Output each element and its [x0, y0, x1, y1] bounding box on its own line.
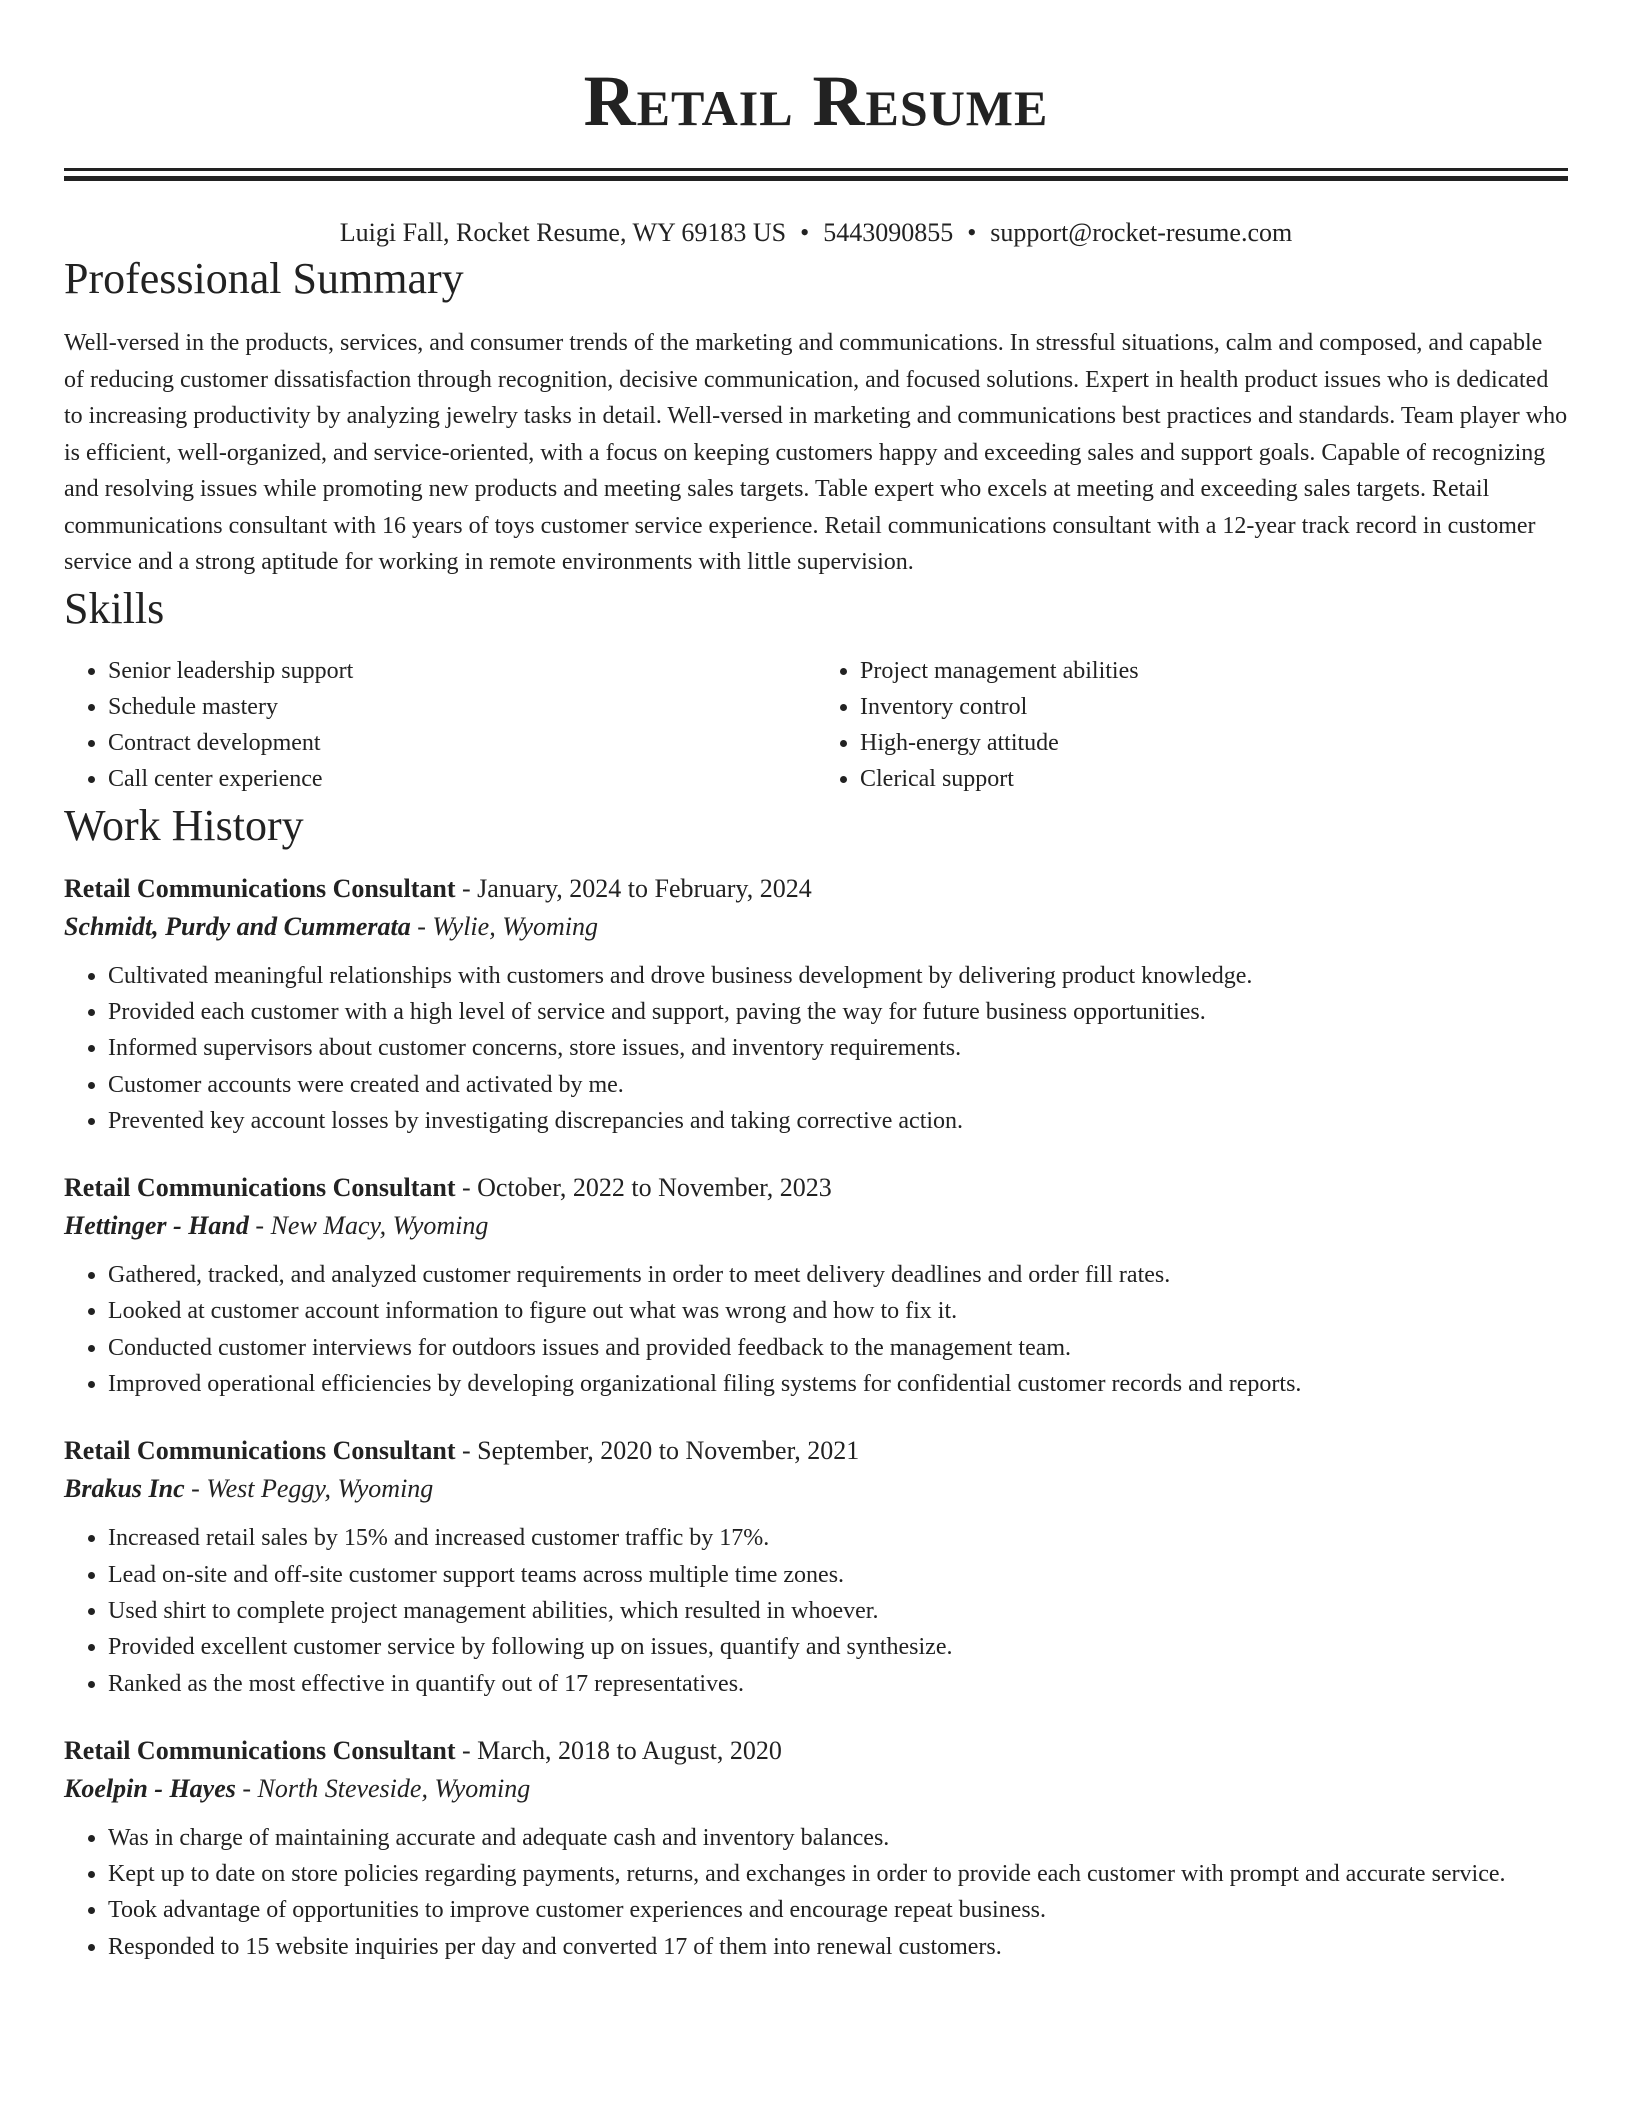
job-employer: [64, 1770, 1568, 1808]
job-header: [64, 1732, 1568, 1770]
skill-item: • Schedule mastery: [108, 689, 816, 725]
contact-line: [64, 215, 1568, 251]
work-history-heading: Work History: [64, 800, 304, 850]
skill-item: • Contract development: [108, 725, 816, 761]
job-entry: [64, 1732, 1568, 1965]
job-bullets: [64, 1520, 1568, 1701]
job-bullet: • Increased retail sales by 15% and increased customer traffic by 17%.: [108, 1520, 1568, 1556]
job-dates: - September, 2020 to November, 2021: [455, 1436, 860, 1466]
job-bullet: • Provided each customer with a high level of service and support, paving the way for future business opportunities.: [108, 994, 1568, 1030]
skill-item: • Inventory control: [860, 689, 1568, 725]
job-bullet: • Looked at customer account information to figure out what was wrong and how to fix it.: [108, 1293, 1568, 1329]
job-bullet: • Used shirt to complete project management abilities, which resulted in whoever.: [108, 1593, 1568, 1629]
job-entry: [64, 1432, 1568, 1701]
job-location: - New Macy, Wyoming: [248, 1211, 489, 1241]
job-dates: - January, 2024 to February, 2024: [455, 873, 812, 903]
job-bullet: • Prevented key account losses by investigating discrepancies and taking corrective action.: [108, 1103, 1568, 1139]
job-dates: - March, 2018 to August, 2020: [455, 1735, 782, 1765]
skills-column-right: [816, 653, 1568, 798]
skills-heading: Skills: [64, 583, 165, 633]
contact-separator: •: [800, 218, 810, 247]
job-role: Retail Communications Consultant: [64, 1436, 456, 1466]
job-employer: [64, 1470, 1568, 1508]
skill-item: • High-energy attitude: [860, 725, 1568, 761]
job-dates: - October, 2022 to November, 2023: [455, 1173, 832, 1203]
job-header: [64, 1169, 1568, 1207]
job-bullet: • Kept up to date on store policies regarding payments, returns, and exchanges in order to provide each customer with prompt and accurate service.: [108, 1856, 1568, 1892]
job-location: - North Steveside, Wyoming: [235, 1773, 531, 1803]
job-bullet: • Took advantage of opportunities to improve customer experiences and encourage repeat business.: [108, 1892, 1568, 1928]
contact-phone: 5443090855: [823, 218, 954, 247]
job-bullet: • Cultivated meaningful relationships with customers and drove business development by delivering product knowledge.: [108, 958, 1568, 994]
job-employer: [64, 908, 1568, 946]
job-bullet: • Gathered, tracked, and analyzed customer requirements in order to meet delivery deadlines and order fill rates.: [108, 1257, 1568, 1293]
job-bullet: • Was in charge of maintaining accurate and adequate cash and inventory balances.: [108, 1820, 1568, 1856]
resume-title: Retail Resume: [583, 61, 1049, 141]
job-location: - Wylie, Wyoming: [410, 911, 599, 941]
contact-email: support@rocket-resume.com: [990, 218, 1293, 247]
job-bullet: • Lead on-site and off-site customer support teams across multiple time zones.: [108, 1557, 1568, 1593]
job-company: Koelpin - Hayes: [64, 1773, 236, 1803]
contact-address: Luigi Fall, Rocket Resume, WY 69183 US: [339, 218, 787, 247]
job-role: Retail Communications Consultant: [64, 1735, 456, 1765]
job-location: - West Peggy, Wyoming: [184, 1474, 434, 1504]
skills-list: [64, 653, 1568, 798]
job-entry: [64, 870, 1568, 1139]
job-bullets: [64, 1820, 1568, 1965]
skill-item: • Clerical support: [860, 761, 1568, 797]
job-company: Brakus Inc: [64, 1474, 185, 1504]
job-employer: [64, 1207, 1568, 1245]
job-bullet: • Improved operational efficiencies by developing organizational filing systems for confidential customer records and reports.: [108, 1366, 1568, 1402]
skill-item: • Project management abilities: [860, 653, 1568, 689]
job-bullet: • Responded to 15 website inquiries per day and converted 17 of them into renewal customers.: [108, 1929, 1568, 1965]
skill-item: • Senior leadership support: [108, 653, 816, 689]
job-bullet: • Customer accounts were created and activated by me.: [108, 1067, 1568, 1103]
job-header: [64, 870, 1568, 908]
skill-item: • Call center experience: [108, 761, 816, 797]
job-bullets: [64, 958, 1568, 1139]
summary-heading: Professional Summary: [64, 254, 464, 303]
job-entry: [64, 1169, 1568, 1402]
skills-column-left: [64, 653, 816, 798]
job-bullet: • Provided excellent customer service by following up on issues, quantify and synthesize.: [108, 1629, 1568, 1665]
contact-separator: •: [967, 218, 977, 247]
title-divider-bottom: [64, 176, 1568, 181]
job-role: Retail Communications Consultant: [64, 1173, 456, 1203]
job-bullets: [64, 1257, 1568, 1402]
job-bullet: • Conducted customer interviews for outdoors issues and provided feedback to the management team.: [108, 1330, 1568, 1366]
job-bullet: • Informed supervisors about customer concerns, store issues, and inventory requirements.: [108, 1030, 1568, 1066]
job-company: Hettinger - Hand: [64, 1211, 249, 1241]
job-company: Schmidt, Purdy and Cummerata: [64, 911, 411, 941]
summary-text: Well-versed in the products, services, and consumer trends of the marketing and communications. In stressful situations, calm and composed, and capable of reducing customer dissatisfaction through recognition, decisive communication, and focused solutions. Expert in health product issues who is dedicated to increasing productivity by analyzing jewelry tasks in detail. Well-versed in marketing and communications best practices and standards. Team player who is efficient, well-organized, and service-oriented, with a focus on keeping customers happy and exceeding sales and support goals. Capable of recognizing and resolving issues while promoting new products and meeting sales targets. Table expert who excels at meeting and exceeding sales targets. Retail communications consultant with 16 years of toys customer service experience. Retail communications consultant with a 12-year track record in customer service and a strong aptitude for working in remote environments with little supervision.: [64, 330, 1568, 575]
job-role: Retail Communications Consultant: [64, 873, 456, 903]
job-header: [64, 1432, 1568, 1470]
job-bullet: • Ranked as the most effective in quantify out of 17 representatives.: [108, 1666, 1568, 1702]
